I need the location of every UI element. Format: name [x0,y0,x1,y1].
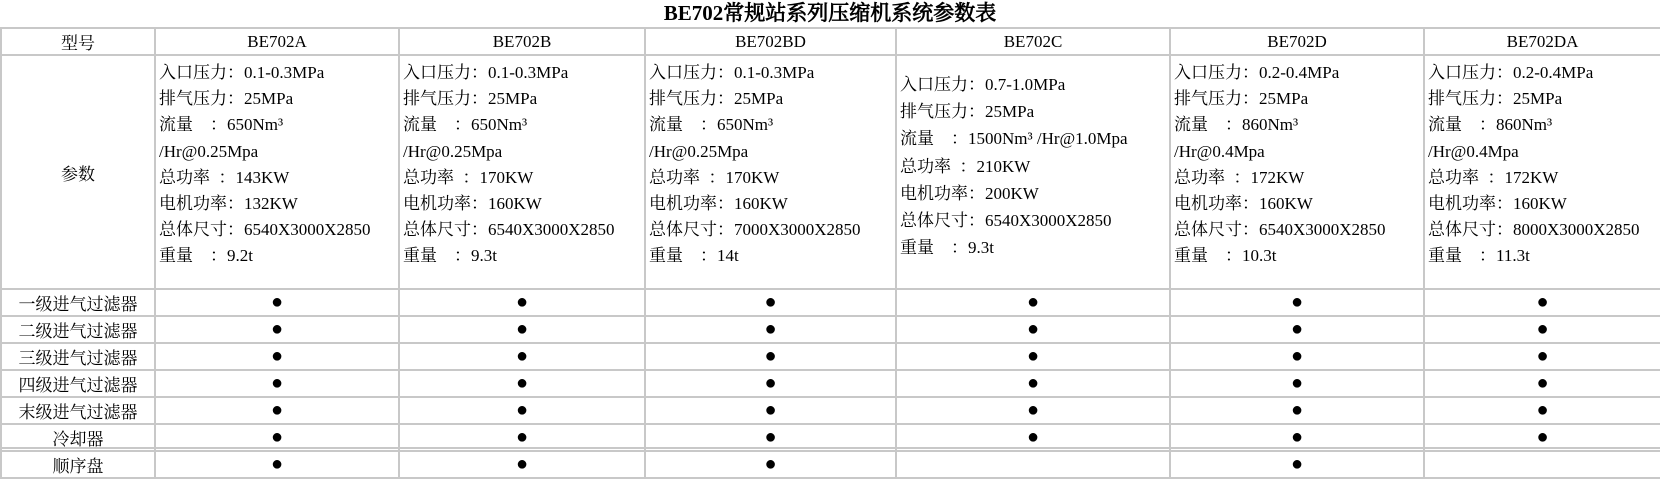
feature-mark-cell [399,289,645,316]
filled-circle-mark: ● [270,345,284,367]
model-header: BE702B [399,28,645,55]
param-line: 总功率 ：170KW [649,167,780,187]
filled-circle-mark: ● [270,426,284,448]
param-line: 入口压力：0.1-0.3MPa [649,63,815,82]
feature-row [1,397,1660,424]
param-line: 总功率 ：143KW [159,167,290,187]
filled-circle-mark: ● [1536,291,1549,313]
feature-mark-cell [1424,289,1660,316]
param-line: 流量 ：1500Nm³ /Hr@1.0Mpa [900,129,1128,149]
feature-mark-cell [896,451,1170,478]
filled-circle-mark: ● [1290,372,1304,394]
feature-mark-cell [1424,370,1660,397]
filled-circle-mark: ● [1536,399,1549,421]
feature-label: 顺序盘 [1,451,155,478]
param-line: 重量 ：10.3t [1174,246,1277,266]
param-line: 排气压力：25MPa [403,89,538,109]
param-line: /Hr@0.25Mpa [159,141,259,161]
feature-label: 四级进气过滤器 [1,370,155,397]
feature-mark-cell [645,370,896,397]
feature-row [1,343,1660,370]
param-line: /Hr@0.25Mpa [649,141,749,161]
param-line: 排气压力：25MPa [1174,89,1309,109]
param-line: 总体尺寸：6540X3000X2850 [1174,220,1386,240]
feature-mark-cell [896,343,1170,370]
params-cell [1170,55,1424,289]
feature-mark-cell [1170,343,1424,370]
param-line: 总功率 ：170KW [403,167,534,187]
param-line: 重量 ：9.3t [900,238,994,258]
param-line: 排气压力：25MPa [900,102,1035,122]
param-line: 重量 ：9.3t [403,246,497,266]
feature-mark-cell [645,397,896,424]
param-line: 电机功率：160KW [649,193,788,213]
param-line: 电机功率：200KW [900,183,1039,203]
param-line: 排气压力：25MPa [1428,89,1563,109]
feature-mark-cell [896,316,1170,343]
filled-circle-mark: ● [515,291,529,313]
param-line: 流量 ：860Nm³ [1428,115,1553,135]
feature-mark-cell [155,397,399,424]
param-line: 总功率 ：172KW [1174,167,1305,187]
filled-circle-mark: ● [1536,318,1549,340]
param-line: 总体尺寸：7000X3000X2850 [649,220,861,240]
param-line: 总功率 ：210KW [900,156,1031,176]
model-header: BE702C [896,28,1170,55]
param-line: 总体尺寸：8000X3000X2850 [1428,220,1640,240]
header-row [1,28,1660,55]
param-line: 电机功率：160KW [1428,193,1567,213]
filled-circle-mark: ● [1290,399,1304,421]
feature-mark-cell [399,370,645,397]
param-line: 重量 ：14t [649,246,739,266]
filled-circle-mark: ● [1026,345,1040,367]
filled-circle-mark: ● [764,426,777,448]
filled-circle-mark: ● [1026,372,1040,394]
feature-mark-cell [645,451,896,478]
param-line: 流量 ：650Nm³ [403,115,528,135]
param-line: 入口压力：0.1-0.3MPa [159,63,325,82]
filled-circle-mark: ● [515,345,529,367]
model-header: BE702A [155,28,399,55]
model-label: 型号 [1,28,155,55]
feature-mark-cell [155,316,399,343]
feature-mark-cell [399,451,645,478]
filled-circle-mark: ● [1026,291,1040,313]
filled-circle-mark: ● [1290,318,1304,340]
feature-label: 末级进气过滤器 [1,397,155,424]
feature-mark-cell [1170,370,1424,397]
filled-circle-mark: ● [764,453,777,475]
feature-mark-cell [645,289,896,316]
feature-mark-cell [1170,289,1424,316]
feature-row [1,370,1660,397]
param-line: /Hr@0.4Mpa [1428,141,1519,161]
feature-label: 二级进气过滤器 [1,316,155,343]
param-line: 电机功率：160KW [1174,193,1313,213]
filled-circle-mark: ● [1536,345,1549,367]
feature-mark-cell [399,397,645,424]
filled-circle-mark: ● [764,372,777,394]
feature-mark-cell [1424,451,1660,478]
param-line: 电机功率：160KW [403,193,542,213]
param-line: 入口压力：0.7-1.0MPa [900,75,1066,94]
filled-circle-mark: ● [270,399,284,421]
feature-label: 一级进气过滤器 [1,289,155,316]
filled-circle-mark: ● [1290,453,1304,475]
param-line: 入口压力：0.1-0.3MPa [403,63,569,82]
param-line: 流量 ：650Nm³ [159,115,284,135]
feature-mark-cell [399,316,645,343]
feature-mark-cell [155,370,399,397]
model-header: BE702D [1170,28,1424,55]
filled-circle-mark: ● [270,318,284,340]
param-line: 入口压力：0.2-0.4MPa [1428,63,1594,82]
filled-circle-mark: ● [515,372,529,394]
param-line: 排气压力：25MPa [159,89,294,109]
params-cell [645,55,896,289]
feature-mark-cell [155,289,399,316]
param-line: /Hr@0.4Mpa [1174,141,1265,161]
param-line: 总体尺寸：6540X3000X2850 [900,210,1112,230]
filled-circle-mark: ● [764,291,777,313]
params-label: 参数 [1,55,155,289]
filled-circle-mark: ● [764,345,777,367]
sheet-title: BE702常规站系列压缩机系统参数表 [663,1,997,25]
feature-mark-cell [645,316,896,343]
feature-mark-cell [1424,397,1660,424]
filled-circle-mark: ● [1026,426,1040,448]
feature-mark-cell [1424,316,1660,343]
param-line: 排气压力：25MPa [649,89,784,109]
feature-mark-cell [155,343,399,370]
feature-label: 三级进气过滤器 [1,343,155,370]
feature-row [1,451,1660,478]
feature-mark-cell [1170,397,1424,424]
filled-circle-mark: ● [270,372,284,394]
param-line: 流量 ：650Nm³ [649,115,774,135]
filled-circle-mark: ● [1026,318,1040,340]
params-cell [155,55,399,289]
filled-circle-mark: ● [515,399,529,421]
filled-circle-mark: ● [270,291,284,313]
params-cell [399,55,645,289]
params-cell [1424,55,1660,289]
feature-mark-cell [896,289,1170,316]
feature-row [1,316,1660,343]
feature-mark-cell [399,343,645,370]
param-line: 总体尺寸：6540X3000X2850 [159,220,371,240]
filled-circle-mark: ● [515,453,529,475]
filled-circle-mark: ● [1536,426,1549,448]
params-cell [896,55,1170,289]
filled-circle-mark: ● [270,453,284,475]
feature-mark-cell [155,451,399,478]
filled-circle-mark: ● [515,426,529,448]
feature-label: 冷却器 [1,424,155,451]
param-line: 重量 ：9.2t [159,246,253,266]
feature-mark-cell [896,370,1170,397]
feature-row [1,289,1660,316]
filled-circle-mark: ● [1290,291,1304,313]
parameter-table [0,27,1660,479]
filled-circle-mark: ● [764,399,777,421]
feature-mark-cell [1170,451,1424,478]
filled-circle-mark: ● [1026,399,1040,421]
model-header: BE702BD [645,28,896,55]
param-line: 入口压力：0.2-0.4MPa [1174,63,1340,82]
param-line: 总体尺寸：6540X3000X2850 [403,220,615,240]
param-line: 电机功率：132KW [159,193,298,213]
feature-mark-cell [896,397,1170,424]
param-line: 重量 ：11.3t [1428,246,1530,266]
feature-mark-cell [645,343,896,370]
param-line: 流量 ：860Nm³ [1174,115,1299,135]
bottom-gridline [0,447,1660,449]
feature-mark-cell [1424,343,1660,370]
params-row [1,55,1660,289]
param-line: 总功率 ：172KW [1428,167,1559,187]
filled-circle-mark: ● [1290,426,1304,448]
param-line: /Hr@0.25Mpa [403,141,503,161]
filled-circle-mark: ● [515,318,529,340]
filled-circle-mark: ● [1536,372,1549,394]
filled-circle-mark: ● [764,318,777,340]
model-header: BE702DA [1424,28,1660,55]
filled-circle-mark: ● [1290,345,1304,367]
feature-mark-cell [1170,316,1424,343]
